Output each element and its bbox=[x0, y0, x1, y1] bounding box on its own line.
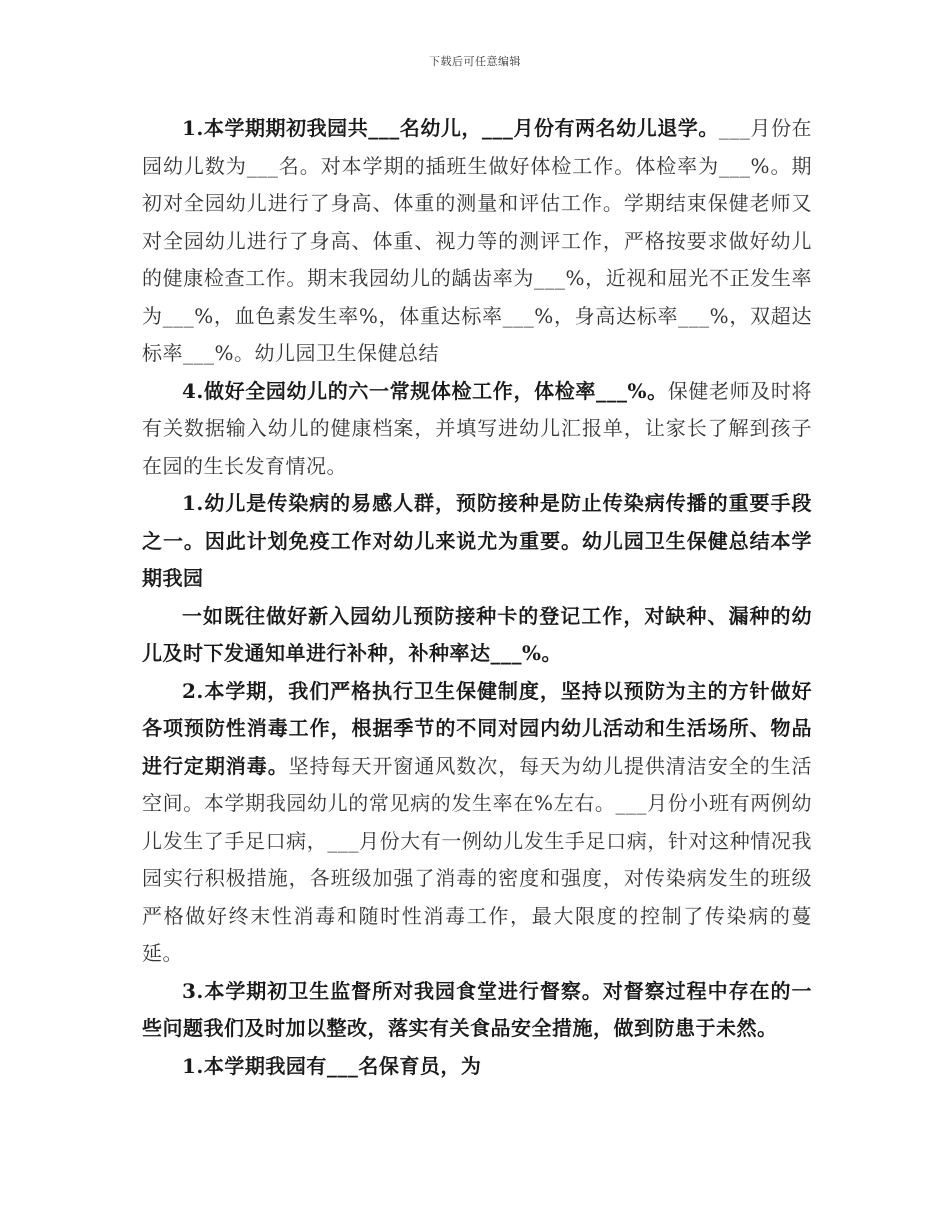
paragraph-2-bold: 4.做好全园幼儿的六一常规体检工作，体检率___%。 bbox=[182, 378, 668, 403]
paragraph-4 bbox=[142, 598, 812, 673]
page-header: 下载后可任意编辑 bbox=[429, 55, 521, 68]
paragraph-3-bold: 1.幼儿是传染病的易感人群，预防接种是防止传染病传播的重要手段之一。因此计划免疫工作对幼儿来说尤为重要。幼儿园卫生保健总结本学期我园 bbox=[142, 491, 812, 590]
document-body bbox=[142, 110, 812, 1085]
paragraph-4-bold: 一如既往做好新入园幼儿预防接种卡的登记工作，对缺种、漏种的幼儿及时下发通知单进行补种，补种率达___%。 bbox=[142, 603, 812, 665]
paragraph-5-text: 坚持每天开窗通风数次，每天为幼儿提供清洁安全的生活空间。本学期我园幼儿的常见病的发生率在%左右。___月份小班有两例幼儿发生了手足口病，___月份大有一例幼儿发生手足口病，针对这种情况我园实行积极措施，各班级加强了消毒的密度和强度，对传染病发生的班级严格做好终末性消毒和随时性消毒工作，最大限度的控制了传染病的蔓延。 bbox=[142, 753, 813, 965]
paragraph-5 bbox=[142, 673, 812, 973]
paragraph-1 bbox=[142, 110, 812, 373]
paragraph-7 bbox=[142, 1048, 812, 1086]
paragraph-3 bbox=[142, 485, 812, 598]
paragraph-2-text: 保健老师及时将有关数据输入幼儿的健康档案，并填写进幼儿汇报单，让家长了解到孩子在园的生长发育情况。 bbox=[142, 378, 812, 478]
paragraph-1-text: ___月份在园幼儿数为___名。对本学期的插班生做好体检工作。体检率为___%。期初对全园幼儿进行了身高、体重的测量和评估工作。学期结束保健老师又对全园幼儿进行了身高、体重、视力等的测评工作，严格按要求做好幼儿的健康检查工作。期末我园幼儿的龋齿率为___%，近视和屈光不正发生率为___%，血色素发生率%，体重达标率___%，身高达标率___%，双超达标率___%。幼儿园卫生保健总结 bbox=[142, 116, 812, 365]
paragraph-5-bold: 2.本学期，我们严格执行卫生保健制度，坚持以预防为主的方针做好各项预防性消毒工作，根据季节的不同对园内幼儿活动和生活场所、物品进行定期消毒。 bbox=[142, 678, 812, 778]
paragraph-2 bbox=[142, 373, 812, 486]
paragraph-6-bold: 3.本学期初卫生监督所对我园食堂进行督察。对督察过程中存在的一些问题我们及时加以整改，落实有关食品安全措施，做到防患于未然。 bbox=[142, 978, 812, 1040]
paragraph-7-bold: 1.本学期我园有___名保育员，为 bbox=[182, 1053, 482, 1078]
paragraph-1-bold: 1.本学期期初我园共___名幼儿，___月份有两名幼儿退学。 bbox=[182, 116, 719, 140]
paragraph-6 bbox=[142, 973, 812, 1048]
